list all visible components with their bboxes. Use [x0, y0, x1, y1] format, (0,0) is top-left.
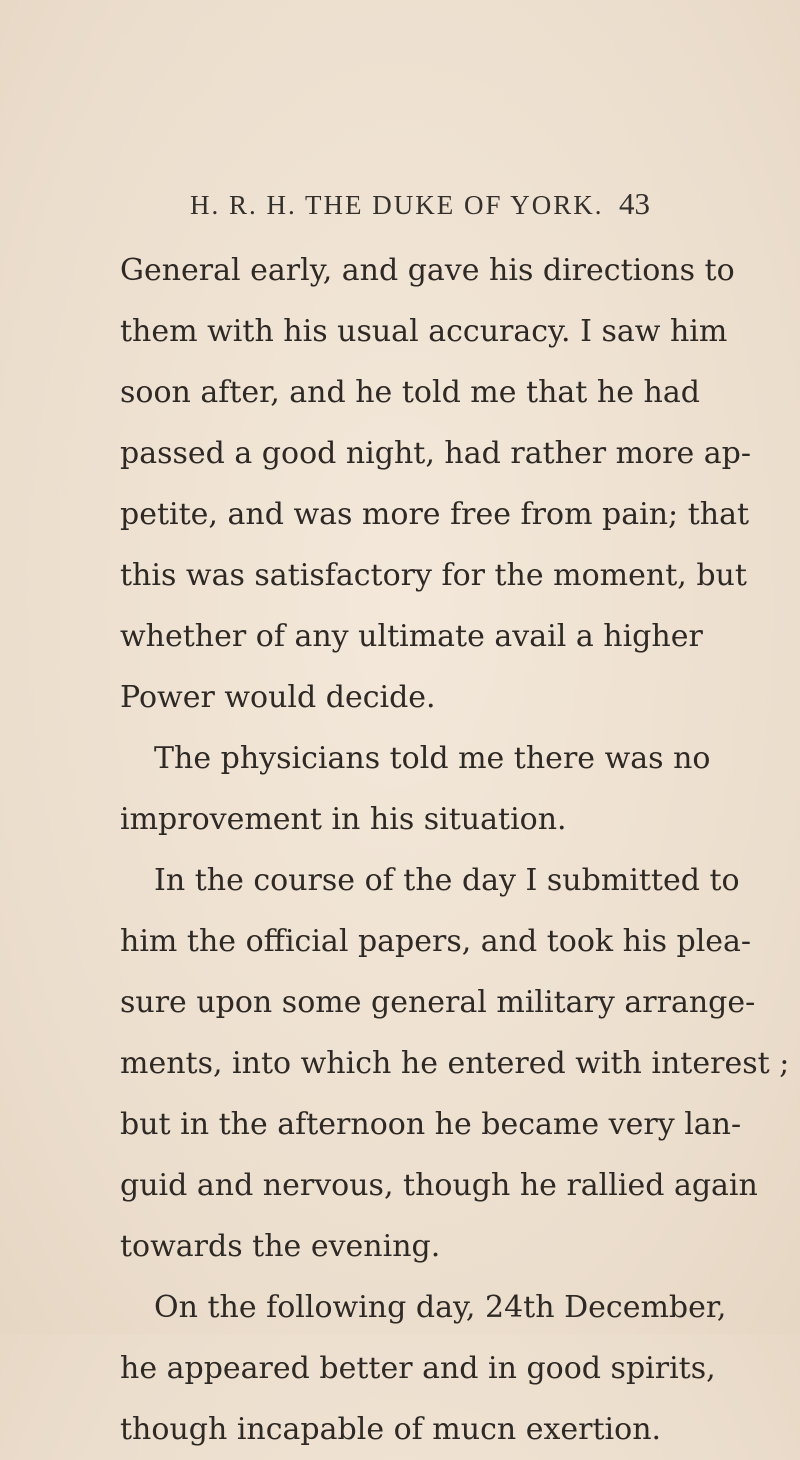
text-line: him the official papers, and took his plea-: [120, 924, 752, 959]
running-head: [190, 186, 650, 230]
page-number: 43: [619, 186, 650, 221]
text-line: petite, and was more free from pain; that: [120, 497, 750, 532]
paragraph-start-line: In the course of the day I submitted to: [154, 863, 740, 898]
running-head-title: H. R. H. THE DUKE OF YORK.: [190, 190, 604, 220]
text-line: though incapable of mucn exertion.: [120, 1412, 662, 1447]
text-line: guid and nervous, though he rallied again: [120, 1168, 758, 1203]
text-line: improvement in his situation.: [120, 802, 567, 837]
text-line: this was satisfactory for the moment, but: [120, 558, 747, 593]
text-line: whether of any ultimate avail a higher: [120, 619, 703, 654]
text-line: ments, into which he entered with interest ;: [120, 1046, 790, 1081]
text-line: he appeared better and in good spirits,: [120, 1351, 716, 1386]
text-line: but in the afternoon he became very lan-: [120, 1107, 742, 1142]
paragraph-start-line: The physicians told me there was no: [154, 741, 711, 776]
text-line: soon after, and he told me that he had: [120, 375, 700, 410]
text-line: General early, and gave his directions to: [120, 253, 735, 288]
text-line: them with his usual accuracy. I saw him: [120, 314, 728, 349]
text-line: sure upon some general military arrange-: [120, 985, 756, 1020]
text-line: towards the evening.: [120, 1229, 441, 1264]
paragraph-start-line: On the following day, 24th December,: [154, 1290, 727, 1325]
body-text: [120, 240, 790, 1460]
text-line: Power would decide.: [120, 680, 436, 715]
text-line: passed a good night, had rather more ap-: [120, 436, 751, 471]
